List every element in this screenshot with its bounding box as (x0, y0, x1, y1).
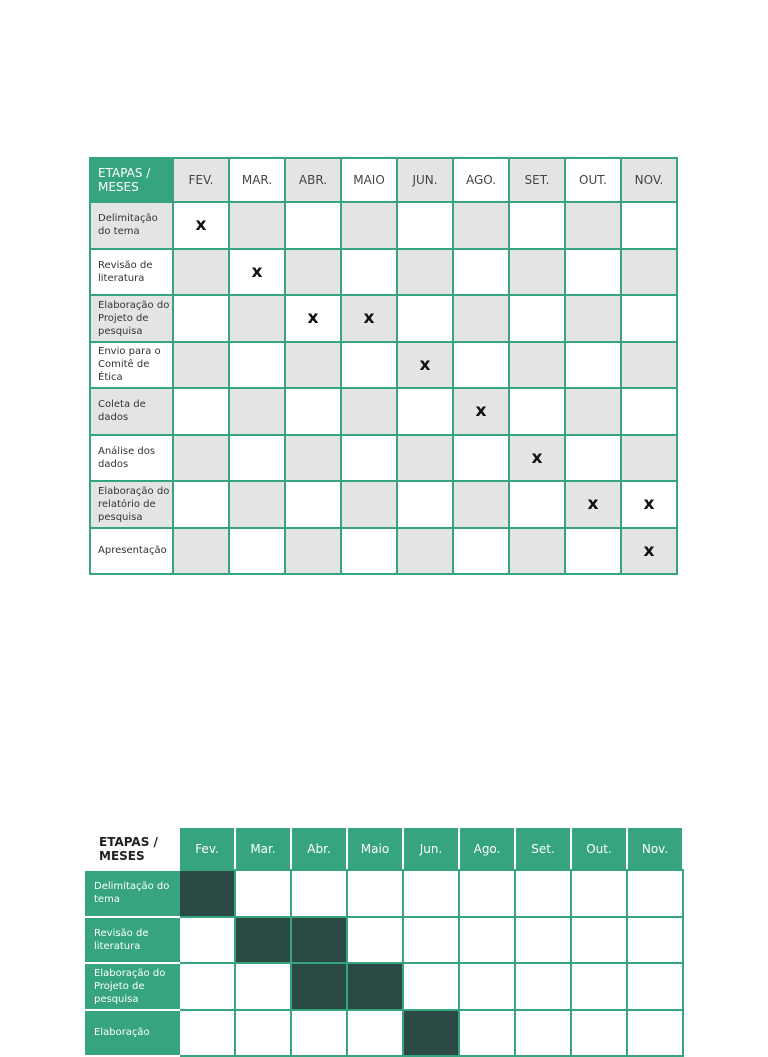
x-mark: x (475, 401, 487, 422)
stage-label: Elaboração (84, 1010, 179, 1057)
x-mark: x (643, 540, 655, 561)
schedule-cell (341, 249, 397, 296)
schedule-cell (403, 963, 459, 1010)
schedule-cell (565, 342, 621, 389)
table-row (84, 963, 683, 1010)
filled-cell (235, 917, 291, 964)
schedule-cell (515, 1010, 571, 1057)
schedule-cell (285, 435, 341, 482)
stage-label: Análise dos dados (90, 435, 173, 482)
stages-months-header: ETAPAS / MESES (90, 158, 173, 202)
schedule-cell (285, 295, 341, 342)
schedule-cell (173, 435, 229, 482)
x-mark: x (587, 494, 599, 515)
schedule-cell (565, 388, 621, 435)
table-row (84, 1010, 683, 1057)
schedule-cell (565, 481, 621, 528)
schedule-cell (179, 1010, 235, 1057)
schedule-cell (229, 435, 285, 482)
stage-label: Envio para o Comitê de Ética (90, 342, 173, 389)
table-row (90, 202, 677, 249)
schedule-cell (229, 481, 285, 528)
schedule-cell (285, 249, 341, 296)
schedule-cell (229, 202, 285, 249)
stage-label: Elaboração do Projeto de pesquisa (84, 963, 179, 1010)
schedule-cell (229, 342, 285, 389)
schedule-cell (291, 870, 347, 917)
schedule-cell (627, 870, 683, 917)
schedule-cell (229, 295, 285, 342)
schedule-cell (173, 388, 229, 435)
x-mark: x (419, 354, 431, 375)
schedule-cell (291, 1010, 347, 1057)
schedule-cell (565, 435, 621, 482)
schedule-cell (509, 342, 565, 389)
schedule-cell (341, 388, 397, 435)
table-row (90, 295, 677, 342)
month-header: Jun. (403, 827, 459, 870)
schedule-cell (621, 528, 677, 575)
schedule-cell (285, 202, 341, 249)
x-mark: x (307, 308, 319, 329)
schedule-cell (235, 870, 291, 917)
schedule-cell (565, 249, 621, 296)
month-header: Abr. (291, 827, 347, 870)
stage-label: Elaboração do relatório de pesquisa (90, 481, 173, 528)
schedule-cell (397, 481, 453, 528)
schedule-cell (621, 342, 677, 389)
schedule-cell (459, 963, 515, 1010)
schedule-cell (453, 202, 509, 249)
schedule-cell (347, 870, 403, 917)
schedule-cell (179, 963, 235, 1010)
schedule-cell (173, 342, 229, 389)
schedule-cell (453, 249, 509, 296)
schedule-cell (285, 388, 341, 435)
schedule-cell (173, 202, 229, 249)
stages-months-header: ETAPAS / MESES (84, 827, 179, 870)
schedule-cell (229, 528, 285, 575)
schedule-cell (235, 963, 291, 1010)
schedule-cell (347, 917, 403, 964)
table-row (90, 528, 677, 575)
schedule-cell (285, 342, 341, 389)
schedule-cell (341, 435, 397, 482)
table-row (90, 249, 677, 296)
schedule-cell (621, 249, 677, 296)
schedule-cell (509, 528, 565, 575)
schedule-cell (347, 1010, 403, 1057)
schedule-cell (621, 481, 677, 528)
schedule-cell (565, 202, 621, 249)
schedule-cell (179, 917, 235, 964)
table-row (90, 342, 677, 389)
table-header-row (84, 827, 683, 870)
schedule-cell (453, 388, 509, 435)
schedule-cell (453, 295, 509, 342)
schedule-cell (341, 295, 397, 342)
stage-label: Elaboração do Projeto de pesquisa (90, 295, 173, 342)
filled-cell (347, 963, 403, 1010)
schedule-cell (459, 870, 515, 917)
schedule-cell (509, 388, 565, 435)
month-header: NOV. (621, 158, 677, 202)
schedule-cell (235, 1010, 291, 1057)
month-header: Ago. (459, 827, 515, 870)
schedule-cell (173, 295, 229, 342)
schedule-cell (515, 963, 571, 1010)
x-mark: x (531, 447, 543, 468)
table-row (90, 481, 677, 528)
schedule-cell (509, 481, 565, 528)
schedule-cell (229, 388, 285, 435)
schedule-cell (565, 295, 621, 342)
schedule-cell (403, 917, 459, 964)
schedule-cell (173, 249, 229, 296)
schedule-cell (397, 435, 453, 482)
stage-label: Delimitação do tema (90, 202, 173, 249)
stage-label: Revisão de literatura (84, 917, 179, 964)
month-header: MAIO (341, 158, 397, 202)
schedule-cell (341, 481, 397, 528)
filled-cell (403, 1010, 459, 1057)
schedule-cell (285, 481, 341, 528)
schedule-cell (459, 917, 515, 964)
schedule-cell (459, 1010, 515, 1057)
month-header: SET. (509, 158, 565, 202)
schedule-cell (509, 202, 565, 249)
schedule-cell (397, 528, 453, 575)
schedule-table-marked (89, 157, 678, 575)
x-mark: x (363, 308, 375, 329)
stage-label: Delimitação do tema (84, 870, 179, 917)
filled-cell (179, 870, 235, 917)
schedule-cell (285, 528, 341, 575)
month-header: MAR. (229, 158, 285, 202)
schedule-cell (453, 528, 509, 575)
schedule-cell (397, 295, 453, 342)
schedule-cell (341, 528, 397, 575)
schedule-cell (403, 870, 459, 917)
schedule-cell (173, 481, 229, 528)
schedule-cell (173, 528, 229, 575)
month-header: FEV. (173, 158, 229, 202)
schedule-cell (397, 388, 453, 435)
table-row (84, 917, 683, 964)
month-header: Nov. (627, 827, 683, 870)
month-header: AGO. (453, 158, 509, 202)
schedule-cell (571, 917, 627, 964)
month-header: JUN. (397, 158, 453, 202)
table-row (84, 870, 683, 917)
schedule-cell (341, 202, 397, 249)
month-header: Fev. (179, 827, 235, 870)
schedule-cell (453, 481, 509, 528)
x-mark: x (643, 494, 655, 515)
month-header: Maio (347, 827, 403, 870)
x-mark: x (195, 215, 207, 236)
table-row (90, 435, 677, 482)
schedule-cell (627, 963, 683, 1010)
filled-cell (291, 917, 347, 964)
schedule-cell (627, 1010, 683, 1057)
schedule-cell (621, 435, 677, 482)
schedule-cell (397, 202, 453, 249)
x-mark: x (251, 261, 263, 282)
schedule-cell (509, 295, 565, 342)
schedule-cell (509, 435, 565, 482)
schedule-cell (397, 342, 453, 389)
schedule-cell (565, 528, 621, 575)
schedule-cell (453, 435, 509, 482)
schedule-table-filled (83, 826, 684, 1057)
schedule-cell (621, 202, 677, 249)
stage-label: Coleta de dados (90, 388, 173, 435)
month-header: OUT. (565, 158, 621, 202)
schedule-cell (453, 342, 509, 389)
schedule-cell (515, 870, 571, 917)
filled-cell (291, 963, 347, 1010)
month-header: Set. (515, 827, 571, 870)
schedule-cell (621, 388, 677, 435)
schedule-cell (571, 1010, 627, 1057)
schedule-cell (515, 917, 571, 964)
schedule-cell (627, 917, 683, 964)
month-header: ABR. (285, 158, 341, 202)
schedule-cell (571, 870, 627, 917)
schedule-cell (621, 295, 677, 342)
table-header-row (90, 158, 677, 202)
schedule-cell (397, 249, 453, 296)
schedule-cell (571, 963, 627, 1010)
table-row (90, 388, 677, 435)
schedule-cell (509, 249, 565, 296)
month-header: Mar. (235, 827, 291, 870)
stage-label: Revisão de literatura (90, 249, 173, 296)
month-header: Out. (571, 827, 627, 870)
schedule-cell (229, 249, 285, 296)
stage-label: Apresentação (90, 528, 173, 575)
schedule-cell (341, 342, 397, 389)
